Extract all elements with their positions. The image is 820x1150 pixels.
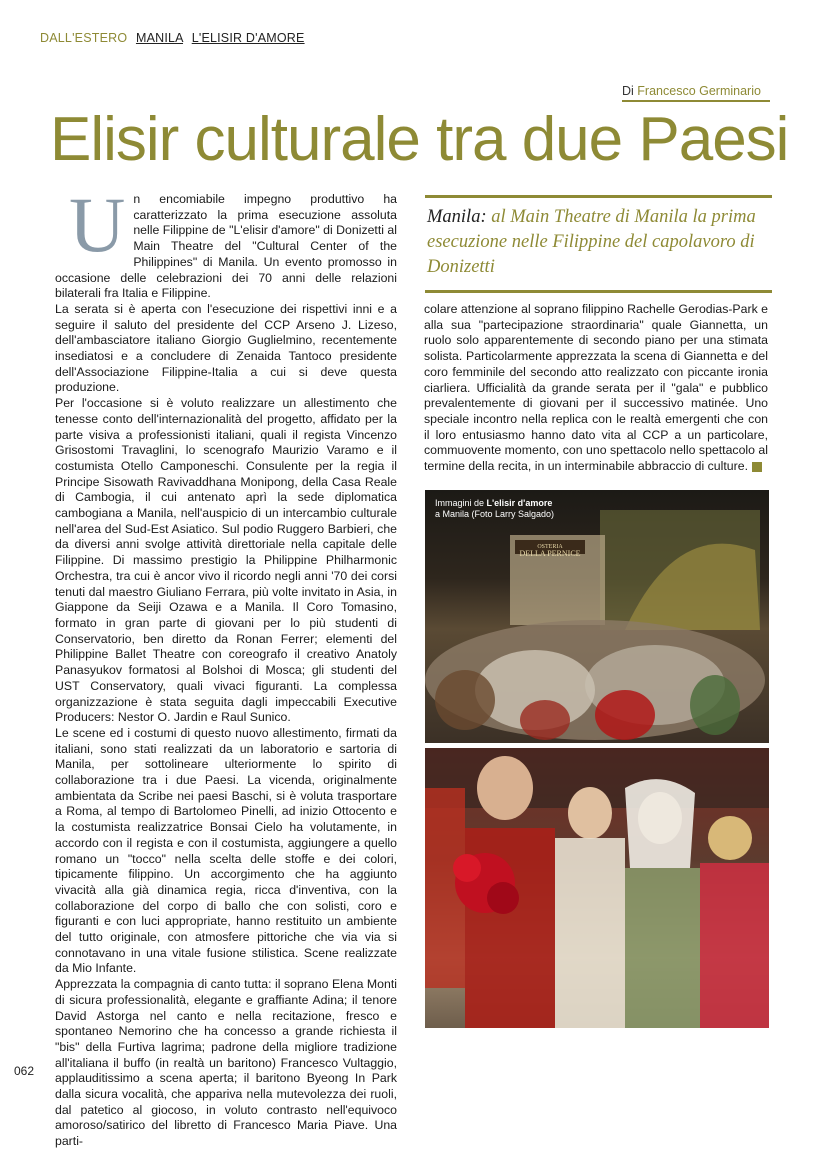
intro-text: n encomiabile impegno produttivo ha caratterizzato la prima esecuzione assoluta nelle Filippine de "L'elisir d'amore" di Donizetti al Main Theatre del "Cultural Center of the Philippines" di Manila. Un evento promosso in occasione delle celebrazioni dei 70 anni delle relazioni bilaterali fra Italia e Filippine. [55, 192, 397, 301]
right-column [424, 302, 768, 475]
stage-sign-line1: OSTERIA [537, 544, 563, 550]
pull-quote-text [427, 205, 772, 280]
paragraph: Per l'occasione si è voluto realizzare un allestimento che tenesse conto dell'internazionalità del progetto, affidato per la parte visiva a professionisti italiani, quali il regista Vincenzo Grisostomi Travaglini, lo scenografo Maurizio Varamo e il costumista Otello Camponeschi. Consulente per la regia il Principe Sisowath Ravivaddhana Monipong, della Casa Reale di Cambogia, il cui antenato aprì la sede diplomatica cambogiana a Manila, nell'auspicio di un intercambio culturale nell'area del Sud-Est Asiatico. Sul podio Ruggero Barbieri, che da diversi anni svolge attività direttoriale nella capitale delle Filippine. Di massimo prestigio la Philippine Philharmonic Orchestra, tra cui è ancor vivo il ricordo negli anni '70 dei corsi tenuti dal maestro Giuliano Ferrara, più volte invitato in Asia, in Giappone da Seiji Ozawa e a Manila. Il Coro Tomasino, formato in gran parte di giovani per lo più studenti di Conservatorio, ben diretto da Ronan Ferrer; elementi del Philippine Ballet Theatre con coreografo il creativo Anatoly Panasyukov formatosi al Bolshoi di Mosca; gli studenti del UST Conservatory, quali vivaci figuranti. La complessa organizzazione è stata seguita dagli impeccabili Executive Producers: Nestor O. Jardin e Raul Sunico. [55, 396, 397, 725]
pull-quote [425, 195, 772, 293]
pull-quote-lead: Manila: [427, 207, 487, 227]
left-column [55, 181, 397, 1150]
photo-caption [435, 498, 554, 520]
section-label: DALL'ESTERO [40, 31, 128, 45]
article-title: Elisir culturale tra due Paesi [50, 105, 789, 174]
continued-text: colare attenzione al soprano filippino Rachelle Gerodias-Park e alla sua "partecipazione straordinaria" quale Giannetta, un ruolo solo apparentemente di secondo piano per una stimata solista. Particolarmente apprezzata la scena di Giannetta e del coro femminile del secondo atto realizzato con piccante ironia ciarliera. Ufficialità da grande serata per il "gala" e pubblico prevalentemente di giovani per il successivo matinée. Uno speciale incontro nella replica con le realtà emergenti che con il loro entusiasmo hanno dato vita al CCP a un particolare, commuovente momento, con uno spettacolo nello spettacolo al termine della recita, in un interminabile abbraccio di culture. [424, 302, 768, 474]
soloists-scene-illustration [425, 748, 769, 1028]
drop-cap: U [69, 181, 126, 268]
breadcrumb-elisir[interactable]: L'ELISIR D'AMORE [191, 31, 305, 45]
caption-prefix: Immagini de [435, 498, 487, 508]
byline-prefix: Di [622, 84, 634, 98]
caption-work-title: L'elisir d'amore [486, 498, 553, 508]
paragraph: Le scene ed i costumi di questo nuovo allestimento, firmati da italiani, sono stati realizzati da un laboratorio e sartoria di Manila, per sottolineare ulteriormente lo spirito di collaborazione tra i due Paesi. La vicenda, originalmente ambientata da Scribe nei paesi Baschi, si è voluta trasportare a Roma, al tempo di Bartolomeo Pinelli, ad inizio Ottocento e la costumista realizzatrice Bonsai Cielo ha volutamente, in accordo con il regista e con il costumista, aggiungere a quello romano un "tocco" nella scelta delle stoffe e dei colori, tipicamente filippino. Un accorgimento che ha aggiunto vivacità alla già dinamica regia, ricca d'inventiva, con la collaborazione del corpo di ballo che con solisti, coro e figuranti e con luci appropriate, hanno restituito un ambiente del tutto originale, con atmosfere pittoriche che via via si connotavano in una vitale fusione stilistica. Scene realizzate da Mio Infante. [55, 725, 397, 976]
stage-scene-illustration [425, 490, 769, 743]
stage-sign-line2: DELLA PERNICE [519, 549, 581, 558]
byline [622, 84, 770, 102]
page-number: 062 [14, 1064, 35, 1078]
author-name: Francesco Germinario [637, 84, 761, 98]
section-header [40, 31, 305, 45]
caption-credit: a Manila (Foto Larry Salgado) [435, 509, 555, 519]
breadcrumb-manila[interactable]: MANILA [135, 31, 184, 45]
paragraph: Apprezzata la compagnia di canto tutta: il soprano Elena Monti di sicura professionalità, elegante e graffiante Adina; il tenore David Astorga nel canto e nella recitazione, fresco e spontaneo Nemorino che ha concesso a grande richiesta il "bis" della Furtiva lagrima; padrone della migliore tradizione all'italiana il buffo (in realtà un baritono) Francesco Vultaggio, applauditissimo a scena aperta; il baritono Byeong In Park dalla sicura vocalità, che appariva nella mutevolezza dei ruoli, dal patetico al giocoso, in voluto contrasto nell'equivoco amoroso/satirico del libretto di Francesco Maria Piave. Una parti- [55, 977, 397, 1149]
stage-photo-chorus [425, 490, 769, 743]
stage-photo-soloists [425, 748, 769, 1028]
paragraph: La serata si è aperta con l'esecuzione dei rispettivi inni e a seguire il saluto del presidente del CCP Arseno J. Lizeso, dell'ambasciatore italiano Giorgio Guglielmino, recentemente insediatosi e a concludere di Zenaida Tantoco presidente dell'Associazione Filippine-Italia a cui si deve questa produzione. [55, 301, 397, 395]
end-mark-icon [752, 462, 762, 472]
paragraph-continued [424, 302, 768, 475]
paragraph-intro [55, 181, 397, 302]
pull-quote-body: al Main Theatre di Manila la prima esecuzione nelle Filippine del capolavoro di Donizetti [427, 207, 756, 277]
